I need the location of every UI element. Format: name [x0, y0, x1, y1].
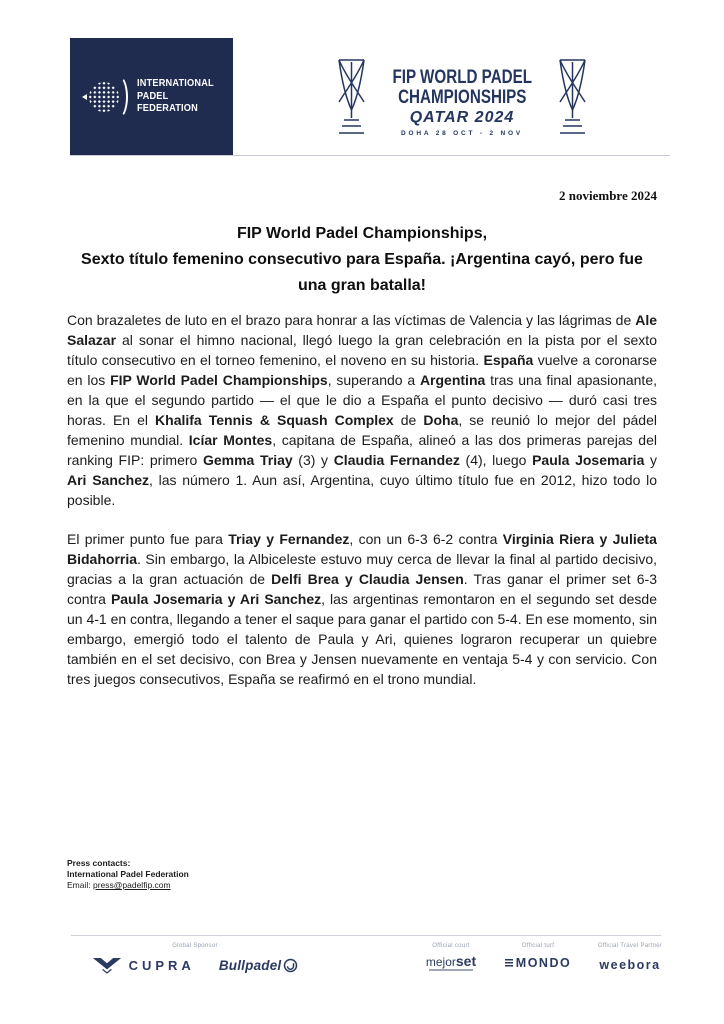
- sponsor-label-turf: Official turf: [521, 943, 555, 949]
- title-line: FIP World Padel Championships,: [236, 225, 488, 242]
- ipf-logo: [70, 38, 233, 156]
- mejorset-tagline-bar: [429, 969, 473, 971]
- sponsor-label-court: Official court: [432, 943, 470, 949]
- mondo-logo: [495, 956, 581, 970]
- ipf-arrow-icon: [82, 94, 87, 100]
- event-logo: [338, 50, 586, 154]
- mondo-wordmark: MONDO: [515, 956, 572, 970]
- bullpadel-icon: [283, 958, 298, 973]
- weebora-logo: [584, 956, 676, 974]
- sponsor-group-global: [75, 943, 315, 974]
- bullpadel-wordmark: Bullpadel: [218, 957, 282, 973]
- body-paragraph-1: Con brazaletes de luto en el brazo para honrar a las víctimas de Valencia y las lágrimas de Ale Salazar al sonar el himno nacional, llegó luego la gran celebración en la pista por el sexto título consecutivo en el torneo femenino, el noveno en su historia. España vuelve a coronarse en los FIP World Padel Championships, superando a Argentina tras una final apasionante, en la que el segundo partido — el que le dio a España el punto decisivo — duró casi tres horas. En el Khalifa Tennis & Squash Complex de Doha, se reunió lo mejor del pádel femenino mundial. Icíar Montes, capitana de España, alineó a las dos primeras parejas del ranking FIP: primero Gemma Triay (3) y Claudia Fernandez (4), luego Paula Josemaria y Ari Sanchez, las número 1. Aun así, Argentina, cuyo último título fue en 2012, hizo todo lo posible.: [67, 312, 657, 508]
- event-logo-text: [375, 68, 550, 137]
- mejorset-wordmark-light: mejor: [425, 955, 456, 969]
- weebora-wordmark: weebora: [599, 958, 661, 972]
- date-text: 2 noviembre 2024: [559, 188, 657, 203]
- press-contacts-heading: Press contacts:: [67, 858, 131, 868]
- header-divider: [70, 155, 670, 156]
- email-link[interactable]: press@padelfip.com: [92, 880, 171, 890]
- sponsor-group-turf: [495, 943, 581, 970]
- title-line: una gran batalla!: [297, 277, 427, 294]
- mejorset-wordmark-bold: set: [455, 953, 477, 969]
- sponsor-label-global: Global Sponsor: [172, 943, 218, 949]
- sponsor-group-travel: [584, 943, 676, 974]
- trophy-icon-right: [554, 56, 591, 148]
- ipf-logo-line: INTERNATIONAL: [137, 78, 215, 90]
- event-title-line1: FIP WORLD PADEL: [392, 66, 532, 88]
- cupra-logo: [92, 956, 195, 974]
- mondo-icon: [505, 959, 513, 967]
- bullpadel-logo: [219, 958, 299, 973]
- body-paragraph-2: El primer punto fue para Triay y Fernandez, con un 6-3 6-2 contra Virginia Riera y Julieta Bidahorria. Sin embargo, la Albiceleste estuvo muy cerca de llevar la final al partido decisivo, gracias a la gran actuación de Delfi Brea y Claudia Jensen. Tras ganar el primer set 6-3 contra Paula Josemaria y Ari Sanchez, las argentinas remontaron en el segundo set desde un 4-1 en contra, llegando a tener el saque para ganar el partido con 5-4. En ese momento, sin embargo, emergió todo el talento de Paula y Ari, quienes lograron recuperar un quiebre también en el set decisivo, con Brea y Jensen nuevamente en ventaja 5-4 y con servicio. Con tres juegos consecutivos, España se reafirmó en el trono mundial.: [67, 531, 657, 687]
- page-title: [37, 221, 687, 299]
- title-line: Sexto título femenino consecutivo para España. ¡Argentina cayó, pero fue: [81, 251, 643, 268]
- article-body: [67, 310, 657, 708]
- cupra-icon: [92, 956, 122, 974]
- press-contacts: [67, 858, 189, 891]
- email-label: Email:: [67, 880, 93, 890]
- sponsor-group-court: [408, 943, 494, 971]
- press-contacts-org: International Padel Federation: [67, 869, 189, 879]
- mejorset-logo: [408, 953, 494, 971]
- sponsor-label-travel: Official Travel Partner: [597, 943, 663, 949]
- trophy-icon-left: [333, 56, 370, 148]
- event-edition: QATAR 2024: [409, 108, 515, 126]
- ipf-arc-icon: [109, 75, 128, 119]
- footer-divider: [71, 935, 661, 936]
- event-title-line2: CHAMPIONSHIPS: [397, 86, 527, 108]
- cupra-wordmark: CUPRA: [128, 957, 195, 973]
- ipf-logo-text: [137, 78, 214, 116]
- press-contacts-email-row: [67, 880, 189, 891]
- ipf-logo-line: PADEL: [137, 90, 169, 102]
- ipf-logo-line: FEDERATION: [137, 103, 199, 115]
- event-dates: DOHA 28 OCT - 2 NOV: [401, 129, 523, 137]
- ipf-ball-icon: [82, 75, 128, 119]
